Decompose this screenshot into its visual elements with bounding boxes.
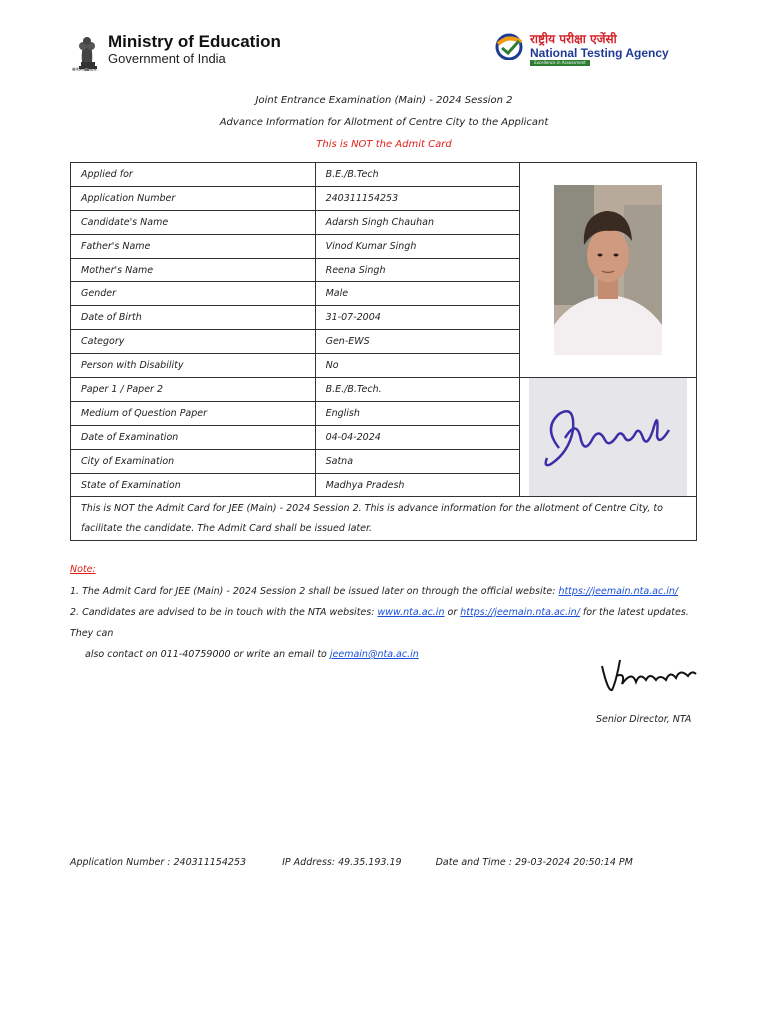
field-value: Gen-EWS bbox=[315, 330, 519, 354]
field-label: Category bbox=[71, 330, 316, 354]
table-row bbox=[71, 497, 697, 541]
field-value: B.E./B.Tech. bbox=[315, 378, 519, 402]
notice-text: This is NOT the Admit Card for JEE (Main) - 2024 Session 2. This is advance information for the allotment of Centre City, to facilitate the candidate. The Admit Card shall be issued later. bbox=[71, 497, 697, 541]
note-item-1 bbox=[70, 581, 700, 602]
field-value: Reena Singh bbox=[315, 258, 519, 282]
footer-application-number: Application Number : 240311154253 bbox=[70, 857, 247, 868]
field-value: 240311154253 bbox=[315, 186, 519, 210]
note-heading: Note: bbox=[70, 564, 96, 575]
field-label: State of Examination bbox=[71, 473, 316, 497]
note-item-2-text-d: also contact on 011-40759000 or write an email to bbox=[85, 649, 330, 660]
ministry-header bbox=[70, 32, 281, 78]
field-value: 04-04-2024 bbox=[315, 425, 519, 449]
nta-header bbox=[494, 32, 694, 76]
note-item-1-text: 1. The Admit Card for JEE (Main) - 2024 Session 2 shall be issued later on through the official website: bbox=[70, 586, 559, 597]
jeemain-link-2[interactable]: https://jeemain.nta.ac.in/ bbox=[460, 607, 580, 618]
nta-logo-icon bbox=[494, 32, 524, 60]
note-item-2-text-a: 2. Candidates are advised to be in touch with the NTA websites: bbox=[70, 607, 378, 618]
field-label: Applied for bbox=[71, 163, 316, 187]
footer-date-time: Date and Time : 29-03-2024 20:50:14 PM bbox=[435, 857, 633, 868]
ministry-title: Ministry of Education bbox=[108, 32, 281, 51]
exam-title: Joint Entrance Examination (Main) - 2024 Session 2 bbox=[255, 95, 513, 106]
field-value: No bbox=[315, 354, 519, 378]
nta-tagline: Excellence in Assessment bbox=[530, 60, 590, 66]
photo-cell bbox=[519, 163, 696, 378]
field-value: Madhya Pradesh bbox=[315, 473, 519, 497]
table-row bbox=[71, 163, 697, 187]
field-label: Father's Name bbox=[71, 234, 316, 258]
nta-hindi-name: राष्ट्रीय परीक्षा एजेंसी bbox=[530, 32, 617, 46]
field-label: Date of Birth bbox=[71, 306, 316, 330]
field-value: Male bbox=[315, 282, 519, 306]
emblem-caption: सत्यमेव जयते bbox=[72, 67, 97, 73]
note-item-2 bbox=[70, 602, 700, 644]
field-label: Person with Disability bbox=[71, 354, 316, 378]
field-label: Medium of Question Paper bbox=[71, 401, 316, 425]
nta-website-link[interactable]: www.nta.ac.in bbox=[377, 607, 445, 618]
document-titles bbox=[0, 93, 768, 159]
ministry-subtitle: Government of India bbox=[108, 51, 226, 66]
candidate-signature bbox=[529, 378, 687, 496]
note-item-2-text-c: for the latest updates. They can bbox=[70, 607, 689, 639]
field-label: Mother's Name bbox=[71, 258, 316, 282]
field-value: B.E./B.Tech bbox=[315, 163, 519, 187]
field-value: Adarsh Singh Chauhan bbox=[315, 210, 519, 234]
field-label: City of Examination bbox=[71, 449, 316, 473]
jeemain-link[interactable]: https://jeemain.nta.ac.in/ bbox=[558, 586, 679, 597]
field-label: Paper 1 / Paper 2 bbox=[71, 378, 316, 402]
candidate-details-table bbox=[70, 162, 697, 541]
footer bbox=[70, 857, 633, 868]
field-value: 31-07-2004 bbox=[315, 306, 519, 330]
director-signature bbox=[596, 652, 706, 700]
field-label: Date of Examination bbox=[71, 425, 316, 449]
field-value: Satna bbox=[315, 449, 519, 473]
candidate-photo bbox=[554, 185, 662, 355]
table-row bbox=[71, 378, 697, 402]
document-subtitle: Advance Information for Allotment of Centre City to the Applicant bbox=[219, 117, 549, 128]
signature-cell bbox=[519, 378, 696, 497]
signature-caption: Senior Director, NTA bbox=[596, 714, 692, 725]
not-admit-card-warning: This is NOT the Admit Card bbox=[316, 139, 452, 150]
field-label: Candidate's Name bbox=[71, 210, 316, 234]
footer-ip-address: IP Address: 49.35.193.19 bbox=[282, 857, 402, 868]
ministry-text bbox=[108, 32, 281, 66]
note-section bbox=[70, 564, 700, 665]
email-link[interactable]: jeemain@nta.ac.in bbox=[329, 649, 419, 660]
field-value: Vinod Kumar Singh bbox=[315, 234, 519, 258]
nta-name: National Testing Agency bbox=[530, 46, 669, 60]
field-label: Application Number bbox=[71, 186, 316, 210]
note-item-2-text-b: or bbox=[444, 607, 461, 618]
field-label: Gender bbox=[71, 282, 316, 306]
field-value: English bbox=[315, 401, 519, 425]
